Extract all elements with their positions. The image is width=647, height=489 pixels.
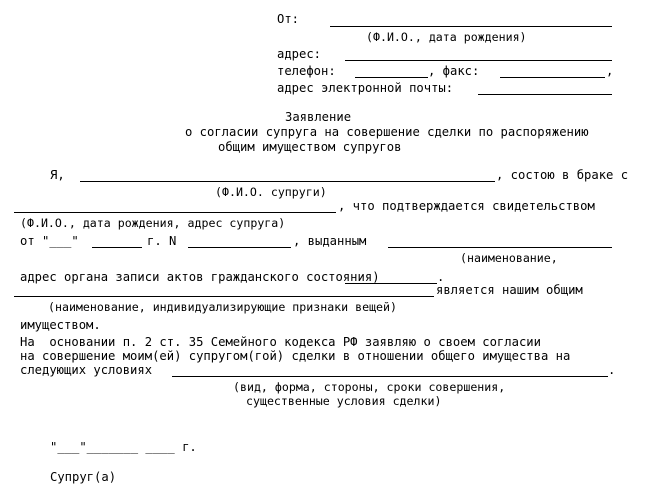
fax-tail: , bbox=[606, 64, 614, 78]
conditions-fill-line bbox=[172, 376, 608, 377]
property-hint: (наименование, индивидуализирующие признаки вещей) bbox=[48, 300, 398, 314]
body-line5-suffix: является нашим общим bbox=[436, 283, 583, 297]
from-fill-line bbox=[330, 26, 612, 27]
phone-label: телефон: bbox=[277, 64, 336, 78]
conditions-dot: . bbox=[608, 363, 616, 377]
doc-title-line1: Заявление bbox=[285, 110, 352, 124]
doc-title-line2: о согласии супруга на совершение сделки по распоряжению bbox=[185, 125, 589, 139]
cert-month-fill-line bbox=[92, 247, 142, 248]
body-line8: на совершение моим(ей) супругом(гой) сделки в отношении общего имущества на bbox=[20, 349, 571, 363]
from-label: От: bbox=[277, 12, 300, 26]
fax-label: , факс: bbox=[428, 64, 480, 78]
cert-issuer-hint: (наименование, bbox=[460, 251, 558, 265]
fax-fill-line bbox=[500, 77, 605, 78]
registry-dot: . bbox=[437, 270, 445, 284]
body-line2-suffix: , что подтверждается свидетельством bbox=[338, 199, 595, 213]
address-label: адрес: bbox=[277, 47, 322, 61]
cert-issued-by-label: , выданным bbox=[293, 234, 367, 248]
spouse-name-fill-line bbox=[80, 181, 495, 182]
cert-number-fill-line bbox=[188, 247, 291, 248]
body-line7: На основании п. 2 ст. 35 Семейного кодекса РФ заявляю о своем согласии bbox=[20, 335, 541, 349]
body-line9-prefix: следующих условиях bbox=[20, 363, 153, 377]
body-line1-suffix: , состою в браке с bbox=[496, 168, 629, 182]
phone-fill-line bbox=[355, 77, 428, 78]
address-fill-line bbox=[345, 60, 612, 61]
email-label: адрес электронной почты: bbox=[277, 81, 454, 95]
registry-body-hint: адрес органа записи актов гражданского состояния) bbox=[20, 270, 380, 284]
conditions-hint-line1: (вид, форма, стороны, сроки совершения, bbox=[233, 380, 506, 394]
spouse-details-fill-line bbox=[14, 212, 336, 213]
body-line6: имуществом. bbox=[20, 318, 101, 332]
body-line1-prefix: Я, bbox=[50, 168, 65, 182]
cert-number-label: г. N bbox=[147, 234, 177, 248]
spouse-details-hint: (Ф.И.О., дата рождения, адрес супруга) bbox=[20, 216, 286, 230]
doc-title-line3: общим имуществом супругов bbox=[218, 140, 402, 154]
footer-date-line: "___"_______ ____ г. bbox=[50, 440, 197, 454]
cert-issued-by-fill-line bbox=[388, 247, 612, 248]
cert-date-prefix: от "___" bbox=[20, 234, 79, 248]
conditions-hint-line2: существенные условия сделки) bbox=[246, 394, 442, 408]
from-hint: (Ф.И.О., дата рождения) bbox=[366, 30, 527, 44]
registry-fill-line bbox=[345, 283, 437, 284]
email-fill-line bbox=[478, 94, 612, 95]
spouse-name-hint: (Ф.И.О. супруги) bbox=[215, 185, 327, 199]
signature-label: Супруг(а) bbox=[50, 470, 117, 484]
property-fill-line bbox=[14, 296, 434, 297]
